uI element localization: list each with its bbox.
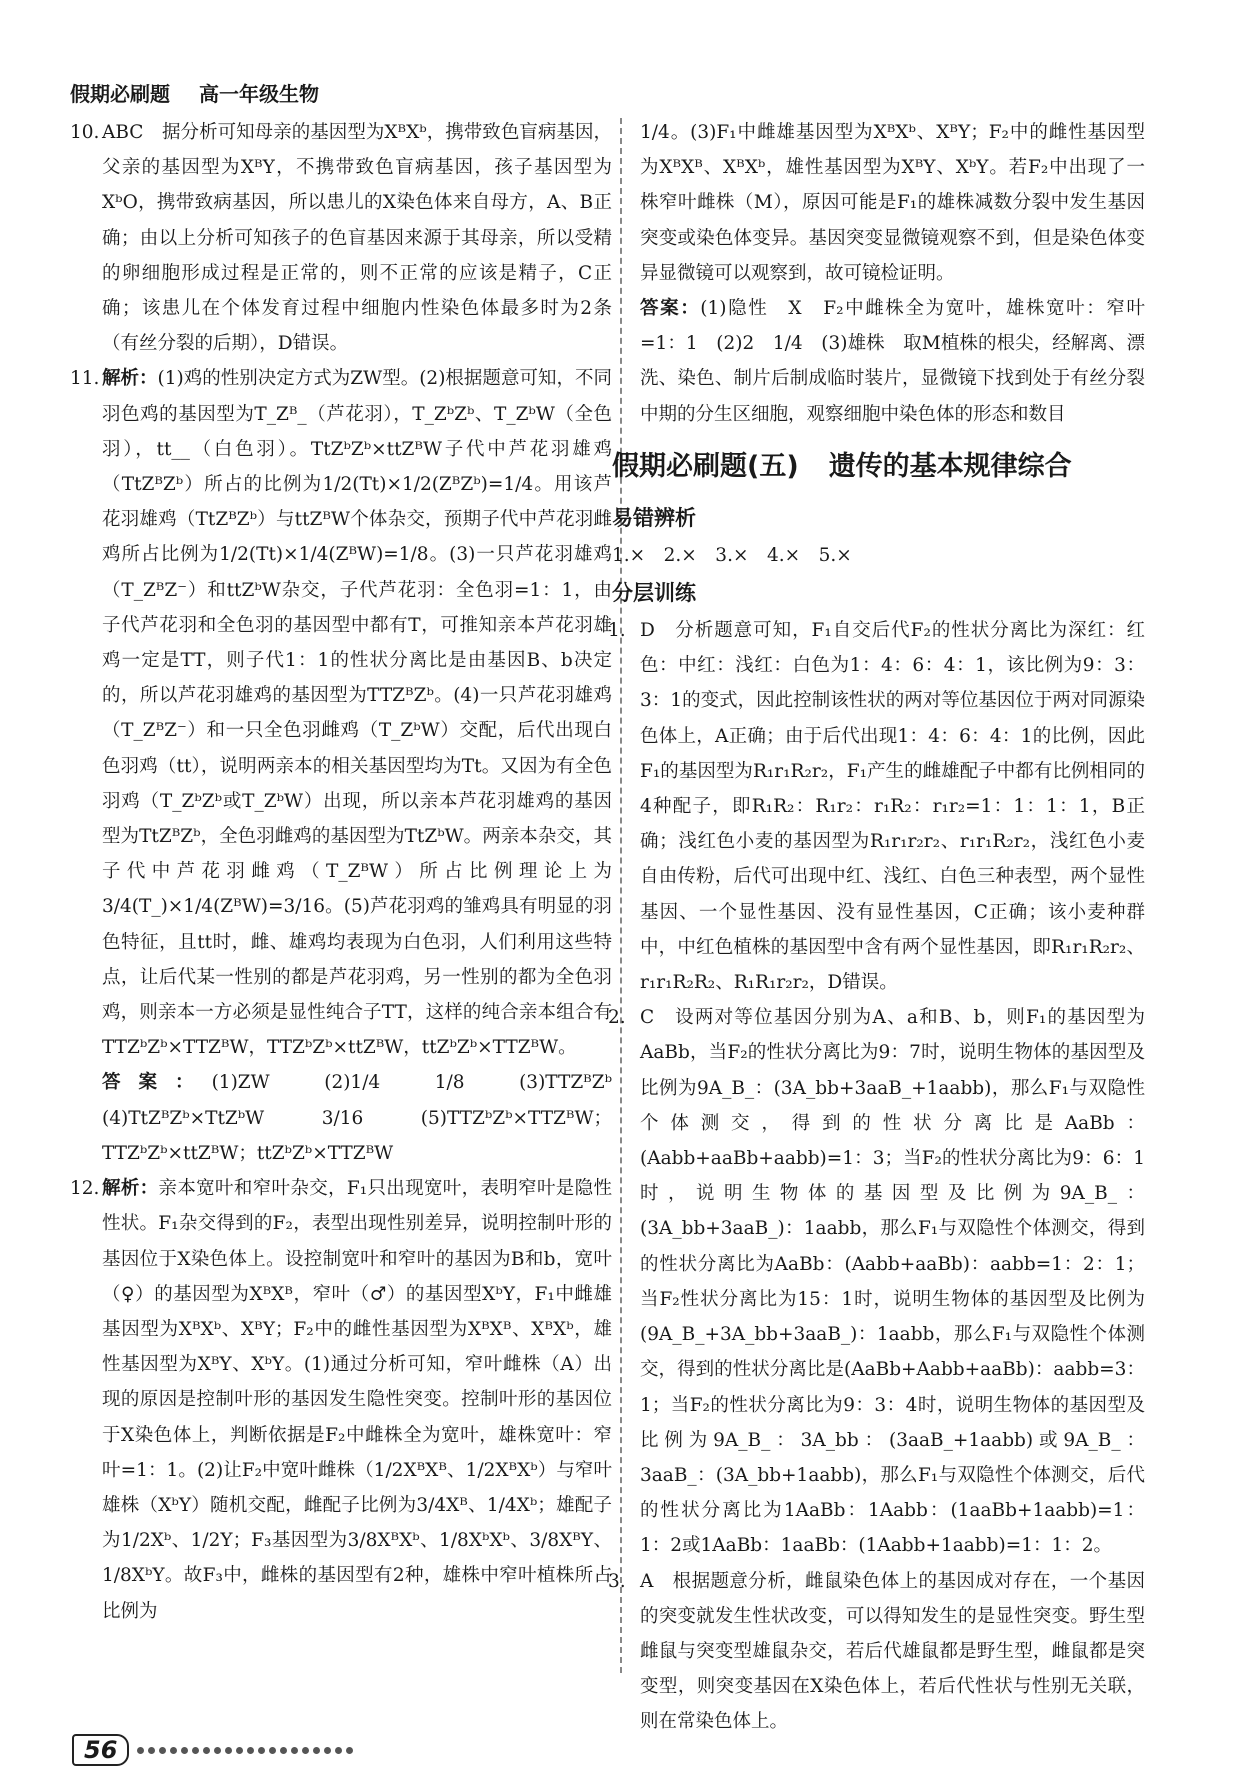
page-number: 56 <box>72 1734 129 1766</box>
page-header <box>70 78 341 107</box>
section-title-series: 假期必刷题(五) <box>612 450 799 482</box>
analysis-label: 解析： <box>102 368 158 390</box>
question-text: 亲本宽叶和窄叶杂交，F₁只出现宽叶，表明窄叶是隐性性状。F₁杂交得到的F₂，表型出现性别差异，说明控制叶形的基因位于X染色体上。设控制宽叶和窄叶的基因为B和b，宽叶（♀）的基因型为XᴮXᴮ，窄叶（♂）的基因型XᵇY，F₁中雌雄基因型为XᴮXᵇ、XᴮY；F₂中的雌性基因型为XᴮXᴮ、XᴮXᵇ，雄性基因型为XᴮY、XᵇY。(1)通过分析可知，窄叶雌株（A）出现的原因是控制叶形的基因发生隐性突变。控制叶形的基因位于X染色体上，判断依据是F₂中雌株全为宽叶，雄株宽叶：窄叶=1：1。(2)让F₂中宽叶雌株（1/2XᴮXᴮ、1/2XᴮXᵇ）与窄叶雄株（XᵇY）随机交配，雌配子比例为3/4Xᴮ、1/4Xᵇ；雄配子为1/2Xᵇ、1/2Y；F₃基因型为3/8XᴮXᵇ、1/8XᵇXᵇ、3/8XᴮY、1/8XᵇY。故F₃中，雌株的基因型有2种，雄株中窄叶植株所占比例为 <box>102 1178 612 1622</box>
question-text: D 分析题意可知，F₁自交后代F₂的性状分离比为深红：红色：中红：浅红：白色为1：4：6：4：1，该比例为9：3：3：1的变式，因此控制该性状的两对等位基因位于两对同源染色体上，A正确；由于后代出现1：4：6：4：1的比例，因此F₁的基因型为R₁r₁R₂r₂，F₁产生的雌雄配子中都有比例相同的4种配子，即R₁R₂：R₁r₂：r₁R₂：r₁r₂=1：1：1：1，B正确；浅红色小麦的基因型为R₁r₁r₂r₂、r₁r₁R₂r₂，浅红色小麦自由传粉，后代可出现中红、浅红、白色三种表型，两个显性基因、一个显性基因、没有显性基因，C正确；该小麦种群中，中红色植株的基因型中含有两个显性基因，即R₁r₁R₂r₂、r₁r₁R₂R₂、R₁R₁r₂r₂，D错误。 <box>640 620 1145 994</box>
answer-label: 答案： <box>640 298 701 320</box>
question-number: 2. <box>608 1007 626 1029</box>
column-divider <box>620 118 622 1673</box>
question-text: A 根据题意分析，雌鼠染色体上的基因成对存在，一个基因的突变就发生性状改变，可以得知发生的是显性突变。野生型雌鼠与突变型雄鼠杂交，若后代雄鼠都是野生型，雌鼠都是突变型，则突变基因在X染色体上，若后代性状与性别无关联，则在常染色体上。 <box>640 1570 1145 1733</box>
right-column <box>608 115 1145 1740</box>
decorative-dots <box>137 1747 353 1754</box>
training-question-3 <box>608 1564 1145 1740</box>
question-number: 1. <box>608 620 626 642</box>
judgement-answers: 1.× 2.× 3.× 4.× 5.× <box>612 544 852 566</box>
question-text: (1)鸡的性别决定方式为ZW型。(2)根据题意可知，不同羽色鸡的基因型为T_Zᴮ_（芦花羽），T_ZᵇZᵇ、T_ZᵇW（全色羽），tt__（白色羽）。TtZᵇZᵇ×ttZᴮW子代中芦花羽雄鸡（TtZᴮZᵇ）所占的比例为1/2(Tt)×1/2(ZᴮZᵇ)=1/4。用该芦花羽雄鸡（TtZᴮZᵇ）与ttZᴮW个体杂交，预期子代中芦花羽雌鸡所占比例为1/2(Tt)×1/4(ZᴮW)=1/8。(3)一只芦花羽雄鸡（T_ZᴮZ⁻）和ttZᵇW杂交，子代芦花羽：全色羽=1：1，由子代芦花羽和全色羽的基因型中都有T，可推知亲本芦花羽雄鸡一定是TT，则子代1：1的性状分离比是由基因B、b决定的，所以芦花羽雄鸡的基因型为TTZᴮZᵇ。(4)一只芦花羽雄鸡（T_ZᴮZ⁻）和一只全色羽雌鸡（T_ZᵇW）交配，后代出现白色羽鸡（tt），说明两亲本的相关基因型均为Tt。又因为有全色羽鸡（T_ZᵇZᵇ或T_ZᵇW）出现，所以亲本芦花羽雄鸡的基因型为TtZᴮZᵇ，全色羽雌鸡的基因型为TtZᵇW。两亲本杂交，其子代中芦花羽雌鸡（T_ZᴮW）所占比例理论上为3/4(T_)×1/4(ZᴮW)=3/16。(5)芦花羽鸡的雏鸡具有明显的羽色特征，且tt时，雌、雄鸡均表现为白色羽，人们利用这些特点，让后代某一性别的都是芦花羽鸡，另一性别的都为全色羽鸡，则亲本一方必须是显性纯合子TT，这样的纯合亲本组合有TTZᵇZᵇ×TTZᴮW，TTZᵇZᵇ×ttZᴮW，ttZᵇZᵇ×TTZᴮW。 <box>102 368 612 1059</box>
question-10 <box>70 115 612 361</box>
question-number: 11. <box>70 368 100 390</box>
section-title-topic: 遗传的基本规律综合 <box>828 450 1072 482</box>
answer-11 <box>102 1065 631 1171</box>
question-text: C 设两对等位基因分别为A、a和B、b，则F₁的基因型为AaBb，当F₂的性状分离比为9：7时，说明生物体的基因型及比例为9A_B_：(3A_bb+3aaB_+1aabb)，那么F₁与双隐性个体测交，得到的性状分离比是AaBb：(Aabb+aaBb+aabb)=1：3；当F₂的性状分离比为9：6：1时，说明生物体的基因型及比例为9A_B_：(3A_bb+3aaB_)：1aabb，那么F₁与双隐性个体测交，得到的性状分离比为AaBb：(Aabb+aaBb)：aabb=1：2：1；当F₂性状分离比为15：1时，说明生物体的基因型及比例为(9A_B_+3A_bb+3aaB_)：1aabb，那么F₁与双隐性个体测交，得到的性状分离比是(AaBb+Aabb+aaBb)：aabb=3：1；当F₂的性状分离比为9：3：4时，说明生物体的基因型及比例为9A_B_：3A_bb：(3aaB_+1aabb)或9A_B_：3aaB_：(3A_bb+1aabb)，那么F₁与双隐性个体测交，后代的性状分离比为1AaBb：1Aabb：(1aaBb+1aabb)=1：1：2或1AaBb：1aaBb：(1Aabb+1aabb)=1：1：2。 <box>640 1007 1145 1557</box>
grade-subject: 高一年级生物 <box>198 82 319 106</box>
question-number: 3. <box>608 1570 626 1592</box>
question-12 <box>70 1171 612 1629</box>
question-11 <box>70 361 612 1065</box>
subsection-layered-training: 分层训练 <box>612 581 696 606</box>
training-question-2 <box>608 1000 1145 1563</box>
question-text: ABC 据分析可知母亲的基因型为XᴮXᵇ，携带致色盲病基因，父亲的基因型为XᴮY，不携带致色盲病基因，孩子基因型为XᵇO，携带致病基因，所以患儿的X染色体来自母方，A、B正确；由以上分析可知孩子的色盲基因来源于其母亲，所以受精的卵细胞形成过程是正常的，则不正常的应该是精子，C正确；该患儿在个体发育过程中细胞内性染色体最多时为2条（有丝分裂的后期），D错误。 <box>102 122 612 355</box>
question-number: 10. <box>70 122 100 143</box>
answer-text: (1)ZW (2)1/4 1/8 (3)TTZᴮZᵇ (4)TtZᴮZᵇ×TtZᵇW 3/16 (5)TTZᵇZᵇ×TTZᴮW；TTZᵇZᵇ×ttZᴮW；ttZᵇZᵇ×TTZᴮW <box>102 1072 631 1164</box>
left-column <box>70 115 631 1629</box>
page-footer <box>72 1735 353 1765</box>
book-title: 假期必刷题 <box>70 82 170 106</box>
continuation-text: 1/4。(3)F₁中雌雄基因型为XᴮXᵇ、XᴮY；F₂中的雌性基因型为XᴮXᴮ、XᴮXᵇ，雄性基因型为XᴮY、XᵇY。若F₂中出现了一株窄叶雌株（M），原因可能是F₁的雄株减数分裂中发生基因突变或染色体变异。基因突变显微镜观察不到，但是染色体变异显微镜可以观察到，故可镜检证明。 <box>640 122 1145 284</box>
answer-label: 答案： <box>102 1072 212 1094</box>
question-number: 12. <box>70 1178 100 1200</box>
analysis-label: 解析： <box>102 1178 159 1200</box>
training-question-1 <box>608 613 1145 1000</box>
subsection-error-analysis: 易错辨析 <box>612 505 696 530</box>
section-title <box>612 438 1145 496</box>
answer-text: (1)隐性 X F₂中雌株全为宽叶，雄株宽叶：窄叶=1：1 (2)2 1/4 (3)雄株 取M植株的根尖，经解离、漂洗、染色、制片后制成临时装片，显微镜下找到处于有丝分裂中期的分生区细胞，观察细胞中染色体的形态和数目 <box>640 298 1145 425</box>
